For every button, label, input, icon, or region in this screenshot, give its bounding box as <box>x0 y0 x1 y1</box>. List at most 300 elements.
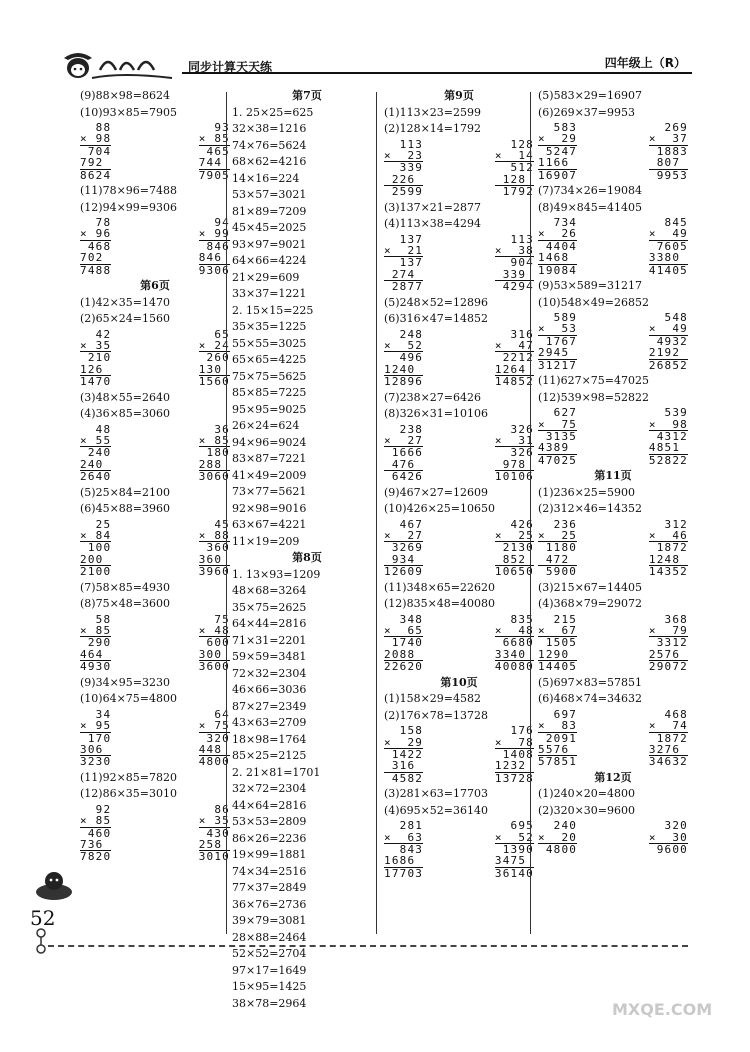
calc-row: 368 <box>664 612 688 626</box>
calc-row: × 63 <box>384 830 424 844</box>
calc-row: × 85 <box>80 624 112 638</box>
calc-row: 1408 <box>495 748 534 760</box>
section-heading: 第11页 <box>594 469 632 483</box>
column-divider <box>226 92 227 934</box>
calc-row: × 26 <box>538 227 578 241</box>
vertical-calculation <box>538 614 577 673</box>
calc-row: 468 <box>664 707 688 721</box>
calc-row: × 95 <box>80 719 112 733</box>
answer-line: 1. 13×93=1209 <box>232 567 321 581</box>
calc-row: 25 <box>95 517 112 531</box>
vertical-calculation <box>384 424 423 483</box>
page-header <box>62 48 692 82</box>
calc-row: 704 <box>80 145 111 157</box>
answer-line: (1)113×23=2599 <box>384 105 482 119</box>
calc-row: 1883 <box>649 145 688 157</box>
page-number: 52 <box>30 906 56 930</box>
answer-line: 87×27=2349 <box>232 699 307 713</box>
calc-row: 3312 <box>649 636 688 648</box>
calc-row: × 79 <box>648 624 688 638</box>
answer-line: (10)548×49=26852 <box>538 295 649 309</box>
calc-row: 3340 <box>494 647 534 661</box>
calc-row: 290 <box>80 636 111 648</box>
answer-line: 45×45=2025 <box>232 221 307 234</box>
answer-line: 21×29=609 <box>232 270 300 284</box>
vertical-calc-pair <box>80 614 230 673</box>
calc-row: 47025 <box>538 453 578 467</box>
calc-row: 4800 <box>198 755 230 769</box>
calc-row: 312 <box>664 517 688 531</box>
calc-row: 17703 <box>384 866 424 880</box>
answer-line: 86×26=2236 <box>232 831 307 845</box>
answer-line: (12)86×35=3010 <box>80 787 178 801</box>
calc-row: 7905 <box>198 168 230 182</box>
answer-line: 74×76=5624 <box>232 138 307 152</box>
answer-line: 73×77=5621 <box>232 485 307 498</box>
answer-line: (10)93×85=7905 <box>80 105 178 119</box>
calc-row: 34 <box>95 707 112 721</box>
calc-row: 26852 <box>648 358 688 372</box>
answer-line: (1)236×25=5900 <box>538 485 636 499</box>
calc-row: 93 <box>214 121 230 134</box>
calc-row: 4851 <box>648 441 688 455</box>
calc-row: × 52 <box>494 830 534 844</box>
calc-row: 846 <box>198 251 230 265</box>
answer-line: 92×98=9016 <box>232 501 307 515</box>
calc-row: 7605 <box>649 240 688 252</box>
calc-row: 600 <box>199 636 230 648</box>
calc-row: 240 <box>80 457 112 471</box>
calc-row: 10106 <box>494 470 534 484</box>
calc-row: 2100 <box>80 565 112 579</box>
calc-row: 1505 <box>538 636 577 648</box>
calc-row: 9953 <box>649 169 688 181</box>
calc-row: 78 <box>95 216 112 230</box>
vertical-calculation <box>384 820 423 879</box>
calc-row: 1666 <box>384 446 423 458</box>
calc-row: 137 <box>384 256 423 268</box>
calc-row: 288 <box>198 457 230 471</box>
answer-line: 97×17=1649 <box>232 963 307 977</box>
calc-row: 460 <box>80 827 111 839</box>
calc-row: 86 <box>214 802 230 816</box>
answer-line: 36×76=2736 <box>232 897 307 911</box>
vertical-calculation <box>495 424 534 483</box>
calc-row: 4389 <box>538 441 578 455</box>
calc-row: 52822 <box>648 453 688 467</box>
answer-line: (8)75×48=3600 <box>80 597 171 611</box>
calc-row: 539 <box>664 406 688 420</box>
answer-line: 85×85=7225 <box>232 386 307 399</box>
calc-row: 348 <box>399 612 424 626</box>
calc-row: 3960 <box>198 565 230 579</box>
calc-row: × 27 <box>384 529 424 543</box>
mascot-icon <box>34 868 74 902</box>
answer-line: 2. 21×81=1701 <box>232 765 321 779</box>
calc-row: 3010 <box>198 850 230 864</box>
calc-row: 1180 <box>538 541 577 553</box>
calc-row: 548 <box>664 311 688 325</box>
calc-row: × 53 <box>538 322 578 336</box>
vertical-calculation <box>495 614 534 673</box>
calc-row: 744 <box>198 156 230 170</box>
vertical-calc-pair <box>80 424 230 483</box>
answer-line: 35×75=2625 <box>232 600 307 614</box>
calc-row: × 47 <box>494 338 534 352</box>
answer-line: 39×79=3081 <box>232 914 307 927</box>
calc-row: 41405 <box>648 263 688 277</box>
vertical-calculation <box>80 424 111 483</box>
calc-row: 734 <box>553 216 578 230</box>
answer-line: 52×52=2704 <box>232 947 307 960</box>
calc-row: 10650 <box>494 565 534 579</box>
answer-column-1 <box>80 88 230 865</box>
answer-line: 43×63=2709 <box>232 716 307 729</box>
calc-row: 467 <box>399 517 424 531</box>
vertical-calc-pair <box>384 139 534 198</box>
calc-row: 1872 <box>649 732 688 744</box>
answer-line: (5)248×52=12896 <box>384 295 489 309</box>
calc-row: 258 <box>198 837 230 851</box>
calc-row: 934 <box>391 552 424 566</box>
answer-line: 72×32=2304 <box>232 666 307 680</box>
calc-row: × 24 <box>198 338 230 352</box>
calc-row: × 27 <box>384 434 424 447</box>
calc-row: 4312 <box>649 430 688 442</box>
calc-row: 269 <box>664 121 688 134</box>
calc-row: × 38 <box>494 243 534 257</box>
answer-line: (6)269×37=9953 <box>538 105 636 119</box>
calc-row: × 46 <box>648 529 688 543</box>
calc-row: 7488 <box>80 263 112 277</box>
calc-row: 2945 <box>538 346 578 360</box>
calc-row: 226 <box>391 172 424 186</box>
answer-line: (6)316×47=14852 <box>384 312 489 326</box>
calc-row: 464 <box>80 647 112 661</box>
calc-row: × 49 <box>648 322 688 336</box>
answer-line: (4)113×38=4294 <box>384 217 482 231</box>
answer-line: 48×68=3264 <box>232 584 307 597</box>
vertical-calc-pair <box>80 804 230 863</box>
answer-line: 18×98=1764 <box>232 732 307 746</box>
vertical-calc-pair <box>80 519 230 578</box>
answer-line: (12)835×48=40080 <box>384 597 495 611</box>
calc-row: × 88 <box>198 529 230 543</box>
calc-row: 57851 <box>538 755 578 769</box>
cartoon-kid-logo-icon <box>62 48 174 82</box>
calc-row: 36 <box>214 422 230 436</box>
calc-row: 512 <box>495 161 534 173</box>
vertical-calculation <box>384 519 423 578</box>
answer-line: (3)281×63=17703 <box>384 787 489 801</box>
calc-row: × 96 <box>80 227 112 241</box>
calc-row: 42 <box>95 327 112 341</box>
calc-row: × 98 <box>80 132 112 146</box>
answer-line: (5)583×29=16907 <box>538 89 643 102</box>
calc-row: 843 <box>384 843 423 855</box>
calc-row: 1767 <box>538 335 577 347</box>
calc-row: 697 <box>553 707 578 721</box>
calc-row: 1390 <box>495 843 534 855</box>
calc-row: × 30 <box>648 830 688 844</box>
calc-row: 316 <box>391 759 424 773</box>
calc-row: 1470 <box>80 375 112 389</box>
section-heading: 第9页 <box>444 89 474 102</box>
calc-row: 2877 <box>384 280 423 292</box>
answer-line: 55×55=3025 <box>232 336 307 350</box>
calc-row: 4932 <box>649 335 688 347</box>
vertical-calc-pair <box>384 424 534 483</box>
calc-row: 13728 <box>494 771 534 785</box>
answer-line: (12)94×99=9306 <box>80 200 178 214</box>
vertical-calculation <box>384 329 423 388</box>
answer-line: 2. 15×15=225 <box>232 303 314 317</box>
calc-row: × 37 <box>648 132 688 146</box>
answer-line: 35×35=1225 <box>232 320 307 333</box>
calc-row: × 78 <box>494 735 534 749</box>
vertical-calculation <box>649 519 688 578</box>
answer-line: 94×96=9024 <box>232 435 307 449</box>
calc-row: 1264 <box>494 362 534 376</box>
vertical-calculation <box>538 519 577 578</box>
vertical-calc-pair <box>384 329 534 388</box>
answer-line: (9)53×589=31217 <box>538 279 643 293</box>
calc-row: × 75 <box>538 417 578 431</box>
calc-row: 316 <box>510 327 534 341</box>
answer-line: (12)539×98=52822 <box>538 390 649 404</box>
answer-line: 53×53=2809 <box>232 815 307 828</box>
calc-row: 5247 <box>538 145 577 157</box>
vertical-calc-pair <box>538 312 688 371</box>
calc-row: 627 <box>553 406 578 420</box>
calc-row: 113 <box>510 232 534 246</box>
answer-line: 93×97=9021 <box>232 237 307 251</box>
calc-row: 100 <box>80 541 111 553</box>
vertical-calculation <box>649 407 688 466</box>
vertical-calc-pair <box>538 217 688 276</box>
answer-line: (5)697×83=57851 <box>538 675 643 689</box>
calc-row: × 55 <box>80 434 112 447</box>
calc-row: 158 <box>399 724 424 738</box>
calc-row: 240 <box>553 819 578 833</box>
calc-row: 215 <box>553 612 578 626</box>
calc-row: × 83 <box>538 719 578 733</box>
vertical-calculation <box>384 234 423 293</box>
calc-row: 496 <box>384 351 423 363</box>
vertical-calculation <box>495 519 534 578</box>
section-heading: 第6页 <box>140 279 170 293</box>
calc-row: 5576 <box>538 742 578 756</box>
vertical-calculation <box>649 122 688 181</box>
calc-row: 36140 <box>494 866 534 880</box>
calc-row: 702 <box>80 251 112 265</box>
answer-line: 85×25=2125 <box>232 749 307 762</box>
calc-row: 2130 <box>495 541 534 553</box>
calc-row: 430 <box>199 827 230 839</box>
vertical-calculation <box>649 614 688 673</box>
answer-line: (4)695×52=36140 <box>384 803 489 817</box>
calc-row: 1872 <box>649 541 688 553</box>
calc-row: 210 <box>80 351 111 363</box>
calc-row: 2192 <box>648 346 688 360</box>
calc-row: 360 <box>198 552 230 566</box>
calc-row: 113 <box>399 137 424 151</box>
answer-line: 65×65=4225 <box>232 353 307 366</box>
calc-row: 736 <box>80 837 112 851</box>
calc-row: 1232 <box>494 759 534 773</box>
calc-row: 180 <box>199 446 230 458</box>
calc-row: 1740 <box>384 636 423 648</box>
vertical-calculation <box>649 312 688 371</box>
calc-row: 3230 <box>80 755 112 769</box>
vertical-calculation <box>80 614 111 673</box>
answer-line: (1)42×35=1470 <box>80 295 171 309</box>
calc-row: 92 <box>95 802 112 816</box>
calc-row: 14852 <box>494 375 534 389</box>
vertical-calc-pair <box>384 614 534 673</box>
calc-row: 3135 <box>538 430 577 442</box>
answer-line: 19×99=1881 <box>232 848 307 861</box>
vertical-calculation <box>495 234 534 293</box>
vertical-calculation <box>384 614 423 673</box>
calc-row: 22620 <box>384 660 424 674</box>
calc-row: 320 <box>664 819 688 833</box>
calc-row: × 48 <box>198 624 230 638</box>
calc-row: 3600 <box>198 660 230 674</box>
vertical-calculation <box>80 709 111 768</box>
calc-row: 476 <box>391 457 424 471</box>
calc-row: 1792 <box>495 185 534 197</box>
calc-row: × 99 <box>198 227 230 241</box>
calc-row: 2576 <box>648 647 688 661</box>
answer-line: (3)137×21=2877 <box>384 200 482 214</box>
answer-line: (4)368×79=29072 <box>538 597 643 611</box>
calc-row: × 25 <box>538 529 578 543</box>
answer-line: (3)48×55=2640 <box>80 390 171 404</box>
calc-row: 3380 <box>648 251 688 265</box>
calc-row: 300 <box>198 647 230 661</box>
calc-row: 2088 <box>384 647 424 661</box>
answer-line: (10)64×75=4800 <box>80 692 178 706</box>
section-heading: 第12页 <box>594 770 632 784</box>
calc-row: 19084 <box>538 263 578 277</box>
answer-line: (2)176×78=13728 <box>384 708 489 722</box>
calc-row: 176 <box>510 724 534 738</box>
vertical-calc-pair <box>80 329 230 388</box>
brand-title: 同步计算天天练 <box>188 60 273 74</box>
calc-row: × 85 <box>80 814 112 828</box>
calc-row: × 65 <box>384 624 424 638</box>
answer-line: (7)58×85=4930 <box>80 580 171 594</box>
answer-line: 68×62=4216 <box>232 155 307 168</box>
vertical-calculation <box>495 139 534 198</box>
vertical-calculation <box>649 709 688 768</box>
vertical-calculation <box>495 820 534 879</box>
calc-row: 238 <box>399 422 424 436</box>
calc-row: 16907 <box>538 168 578 182</box>
answer-line: (2)312×46=14352 <box>538 502 643 516</box>
section-heading: 第7页 <box>292 89 322 102</box>
answer-line: (11)627×75=47025 <box>538 374 649 388</box>
answer-line: 14×16=224 <box>232 171 300 185</box>
calc-row: 465 <box>199 145 230 157</box>
vertical-calc-pair <box>384 234 534 293</box>
vertical-calculation <box>495 725 534 784</box>
calc-row: 589 <box>553 311 578 325</box>
calc-row: 306 <box>80 742 112 756</box>
answer-line: (10)426×25=10650 <box>384 502 495 516</box>
calc-row: 58 <box>95 612 112 626</box>
calc-row: 248 <box>399 327 424 341</box>
calc-row: 4582 <box>384 772 423 784</box>
calc-row: 48 <box>95 422 112 436</box>
answer-line: 32×72=2304 <box>232 782 307 795</box>
answer-line: (4)36×85=3060 <box>80 407 171 421</box>
calc-row: 236 <box>553 517 578 531</box>
answer-line: 71×31=2201 <box>232 633 307 647</box>
answer-line: 38×78=2964 <box>232 996 307 1010</box>
calc-row: 360 <box>199 541 230 553</box>
calc-row: 170 <box>80 732 111 744</box>
calc-row: 1248 <box>648 552 688 566</box>
calc-row: 3276 <box>648 742 688 756</box>
vertical-calculation <box>538 122 577 181</box>
calc-row: 326 <box>510 422 534 436</box>
calc-row: 88 <box>95 121 112 134</box>
calc-row: 128 <box>510 137 534 151</box>
answer-line: (7)734×26=19084 <box>538 184 643 198</box>
calc-row: 14352 <box>648 565 688 579</box>
vertical-calc-pair <box>80 122 230 181</box>
calc-row: 4930 <box>80 660 112 674</box>
calc-row: 4294 <box>495 280 534 292</box>
calc-row: 807 <box>656 156 688 170</box>
vertical-calculation <box>649 217 688 276</box>
answer-line: 33×37=1221 <box>232 287 307 300</box>
vertical-calc-pair <box>538 407 688 466</box>
answer-line: 81×89=7209 <box>232 204 307 218</box>
answer-line: (1)240×20=4800 <box>538 787 636 801</box>
calc-row: × 25 <box>494 529 534 543</box>
calc-row: 1290 <box>538 647 578 661</box>
calc-row: 326 <box>495 446 534 458</box>
calc-row: × 21 <box>384 243 424 257</box>
calc-row: × 85 <box>198 132 230 146</box>
calc-row: 845 <box>664 216 688 230</box>
calc-row: 3475 <box>494 854 534 868</box>
calc-row: 29072 <box>648 660 688 674</box>
calc-row: × 85 <box>198 434 230 447</box>
calc-row: 852 <box>502 552 534 566</box>
calc-row: 3269 <box>384 541 423 553</box>
calc-row: 128 <box>502 172 534 186</box>
vertical-calc-pair <box>538 614 688 673</box>
calc-row: 2212 <box>495 351 534 363</box>
calc-row: 34632 <box>648 755 688 769</box>
cut-line <box>48 945 688 947</box>
calc-row: 4404 <box>538 240 577 252</box>
calc-row: 448 <box>198 742 230 756</box>
answer-line: (6)468×74=34632 <box>538 692 643 706</box>
calc-row: 583 <box>553 121 578 134</box>
vertical-calc-pair <box>384 820 534 879</box>
answer-line: 64×66=4224 <box>232 254 307 267</box>
vertical-calculation <box>80 804 111 863</box>
calc-row: 426 <box>510 517 534 531</box>
column-divider <box>530 92 531 934</box>
answer-line: 26×24=624 <box>232 419 300 432</box>
vertical-calc-pair <box>538 709 688 768</box>
